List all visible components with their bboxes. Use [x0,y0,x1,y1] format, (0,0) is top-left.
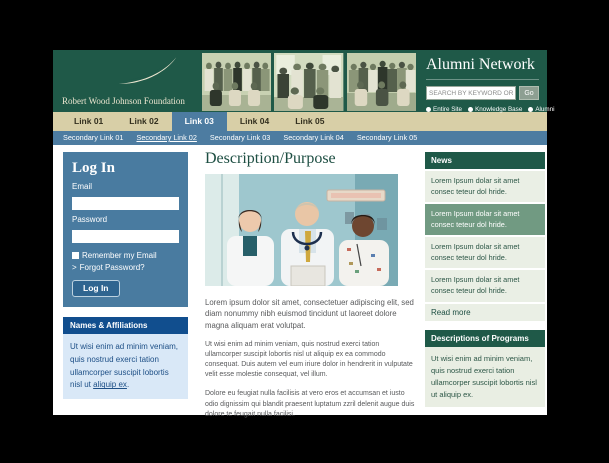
body-paragraph: Dolore eu feugiat nulla facilisis at vero eros et accumsan et iusto odio dignissim qui blandit praesent luptatum zzril delenit augue duis dolore te feugait nulla facilisi. [205,390,415,418]
alumni-group-photo-2 [274,53,343,111]
chevron-right-icon: > [72,263,77,272]
names-affiliations-body [63,334,188,399]
search-go-button[interactable]: Go [519,86,539,100]
login-button[interactable]: Log In [72,280,120,297]
tab-link-05[interactable]: Link 05 [295,116,325,126]
scope-knowledge-base[interactable] [468,106,522,113]
email-field[interactable] [72,197,179,210]
news-item[interactable]: Lorem Ipsum dolar sit amet consec teteur dol hride. [425,270,545,301]
names-affiliations-text: Ut wisi enim ad minim veniam, quis nostrud exerci tation ullamcorper suscipit lobortis nisl ut [70,342,179,390]
foundation-logo-panel[interactable] [53,50,200,112]
page-title: Description/Purpose [205,150,336,167]
programs-body: Ut wisi enim ad minim veniam, quis nostrud exerci tation ullamcorper suscipit lobortis nisl ut aliquip ex. [425,347,545,407]
tab-link-03[interactable]: Link 03 [172,112,227,131]
news-box [425,152,545,321]
leaf-logo-icon [116,55,180,92]
email-label: Email [72,182,93,191]
left-sidebar [63,152,188,399]
names-affiliations-period: . [126,380,130,390]
alumni-network-panel [418,50,555,113]
secondary-link-01[interactable]: Secondary Link 01 [63,133,124,142]
page [53,50,555,418]
remember-email-label: Remember my Email [82,251,157,260]
names-affiliations-box [63,317,188,399]
tab-link-01[interactable]: Link 01 [74,116,104,126]
news-header: News [425,152,545,169]
alumni-group-photo-3 [347,53,416,111]
secondary-link-02[interactable]: Secondary Link 02 [136,133,197,142]
body-paragraph: Ut wisi enim ad minim veniam, quis nostrud exerci tation ullamcorper suscipit lobortis nisl ut aliquip ex ea commodo consequat. Duis autem vel eum iriure dolor in hendrerit in vulputate velit esse molestie consequat, vel illum. [205,340,413,379]
site-title: Alumni Network [426,56,539,80]
password-field[interactable] [72,230,179,243]
right-sidebar [425,152,545,407]
search-scope-options [426,106,555,113]
scope-label: Knowledge Base [475,106,523,113]
names-affiliations-header: Names & Affiliations [63,317,188,334]
content-area [53,145,547,418]
body-paragraph: Lorem ipsum dolor sit amet, consectetuer adipiscing elit, sed diam nonummy nibh euismod tincidunt ut laoreet dolore magna aliquam erat volutpat. [205,298,414,330]
secondary-link-03[interactable]: Secondary Link 03 [209,133,271,142]
news-item[interactable]: Lorem Ipsum dolar sit amet consec teteur dol hride. [425,171,545,202]
forgot-password-row [72,263,179,272]
radio-icon[interactable] [468,107,473,112]
login-box [63,152,188,307]
password-label: Password [72,215,108,224]
radio-icon[interactable] [528,107,533,112]
brand-name: Robert Wood Johnson Foundation [62,96,185,106]
tab-link-02[interactable]: Link 02 [129,116,159,126]
primary-nav [53,112,547,131]
search-input[interactable] [426,86,516,100]
news-item[interactable]: Lorem Ipsum dolar sit amet consec teteur dol hride. [425,237,545,268]
aliquip-ex-link[interactable]: aliquip ex [93,380,127,390]
main-column [205,150,417,420]
checkbox-icon[interactable] [72,252,79,259]
login-title: Log In [72,160,115,176]
programs-header: Descriptions of Programs [425,330,545,347]
tab-link-04[interactable]: Link 04 [239,116,270,126]
alumni-group-photo-1 [202,53,271,111]
doctors-photo [205,174,398,286]
scope-alumni[interactable] [528,106,554,113]
programs-box [425,330,545,407]
read-more-link[interactable]: Read more [425,304,545,321]
secondary-link-04[interactable]: Secondary Link 04 [283,133,344,142]
header-photo-strip [200,50,418,112]
radio-icon[interactable] [426,107,431,112]
remember-email-row [72,251,179,260]
news-item-highlighted[interactable]: Lorem Ipsum dolar sit amet consec teteur dol hride. [425,204,545,235]
search-bar [426,86,539,100]
scope-entire-site[interactable] [426,106,462,113]
scope-label: Alumni [535,106,555,113]
secondary-link-05[interactable]: Secondary Link 05 [356,133,418,142]
forgot-password-link[interactable]: Forgot Password? [79,263,145,272]
scope-label: Entire Site [433,106,463,113]
site-header [53,50,555,113]
secondary-nav [53,131,547,145]
